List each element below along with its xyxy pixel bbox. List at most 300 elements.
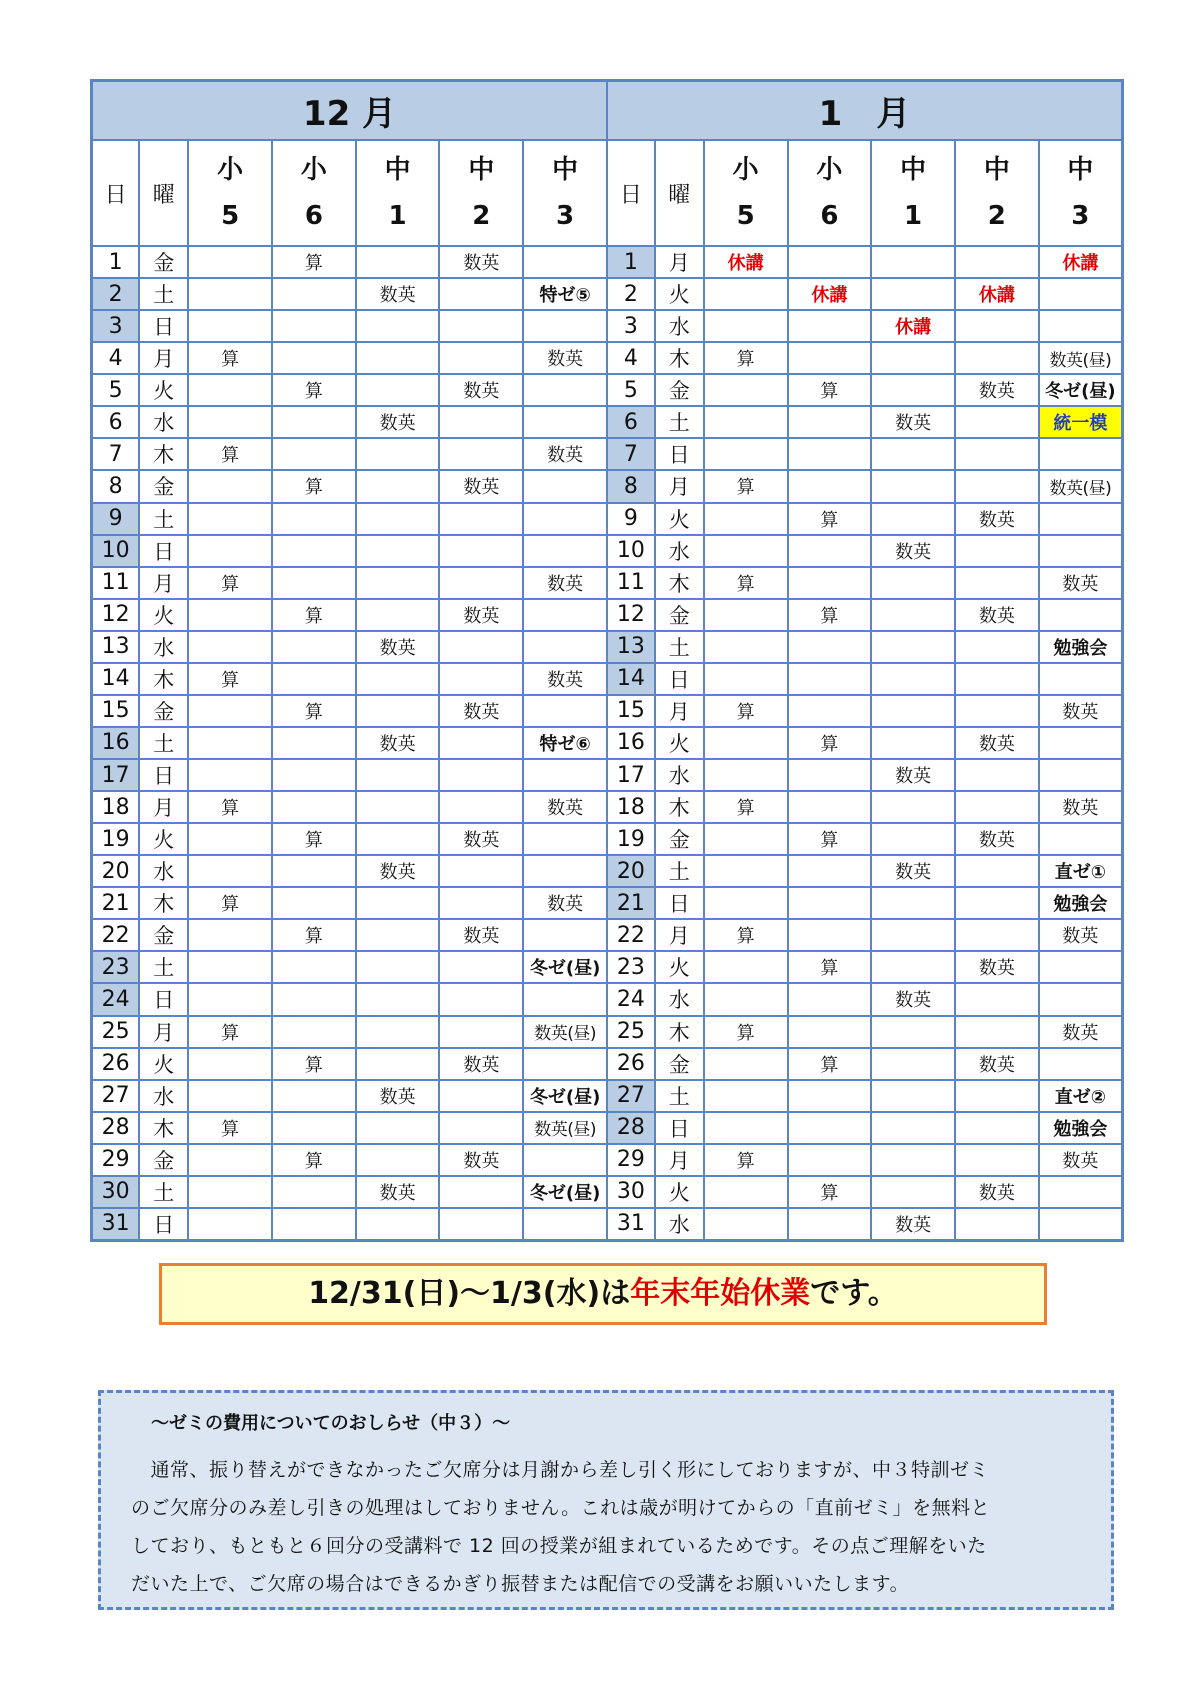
dec-lesson-cell <box>356 567 440 599</box>
jan-lesson-cell <box>871 438 955 470</box>
dec-lesson-cell <box>188 1048 272 1080</box>
jan-lesson-cell <box>955 1080 1039 1112</box>
dec-lesson-cell <box>356 1208 440 1241</box>
jan-lesson-cell <box>1039 278 1123 310</box>
jan-lesson-cell: 数英 <box>1039 1016 1123 1048</box>
col-header-day: 日 <box>92 140 140 246</box>
dec-lesson-cell <box>272 951 356 983</box>
jan-lesson-cell <box>955 983 1039 1015</box>
jan-weekday: 水 <box>655 759 704 791</box>
schedule-row <box>92 1176 1123 1208</box>
col-header-grade <box>188 140 272 246</box>
dec-lesson-cell: 数英 <box>439 246 523 278</box>
dec-weekday: 木 <box>139 887 188 919</box>
schedule-row <box>92 695 1123 727</box>
dec-weekday: 日 <box>139 535 188 567</box>
schedule-row <box>92 1112 1123 1144</box>
jan-weekday: 土 <box>655 406 704 438</box>
grade-school-label: 中 <box>384 155 411 185</box>
jan-lesson-cell <box>955 567 1039 599</box>
dec-lesson-cell <box>188 470 272 502</box>
jan-weekday: 水 <box>655 983 704 1015</box>
jan-lesson-cell: 数英 <box>871 1208 955 1241</box>
schedule-row <box>92 951 1123 983</box>
jan-lesson-cell <box>871 919 955 951</box>
dec-lesson-cell <box>356 951 440 983</box>
jan-lesson-cell <box>704 278 788 310</box>
schedule-row <box>92 535 1123 567</box>
jan-lesson-cell <box>955 246 1039 278</box>
dec-lesson-cell: 数英 <box>439 1144 523 1176</box>
schedule-row <box>92 1208 1123 1241</box>
jan-day-number: 16 <box>607 727 655 759</box>
jan-lesson-cell: 数英 <box>871 406 955 438</box>
dec-lesson-cell <box>272 663 356 695</box>
schedule-row <box>92 823 1123 855</box>
jan-lesson-cell <box>871 823 955 855</box>
dec-lesson-cell <box>439 535 523 567</box>
jan-weekday: 金 <box>655 823 704 855</box>
jan-lesson-cell <box>955 342 1039 374</box>
dec-lesson-cell <box>356 1016 440 1048</box>
dec-lesson-cell <box>188 759 272 791</box>
jan-lesson-cell <box>871 1176 955 1208</box>
dec-lesson-cell: 数英 <box>439 823 523 855</box>
jan-weekday: 土 <box>655 1080 704 1112</box>
jan-lesson-cell <box>788 1016 872 1048</box>
jan-lesson-cell <box>955 406 1039 438</box>
dec-weekday: 火 <box>139 599 188 631</box>
jan-lesson-cell: 数英 <box>871 855 955 887</box>
dec-lesson-cell: 数英(昼) <box>523 1016 607 1048</box>
jan-lesson-cell <box>788 535 872 567</box>
grade-number-label: 1 <box>904 201 923 231</box>
jan-weekday: 火 <box>655 951 704 983</box>
jan-weekday: 日 <box>655 887 704 919</box>
jan-lesson-cell <box>788 791 872 823</box>
dec-lesson-cell <box>188 951 272 983</box>
schedule-row <box>92 631 1123 663</box>
dec-lesson-cell <box>272 855 356 887</box>
jan-lesson-cell <box>788 1080 872 1112</box>
jan-lesson-cell: 算 <box>704 695 788 727</box>
jan-lesson-cell: 算 <box>704 919 788 951</box>
dec-weekday: 木 <box>139 438 188 470</box>
jan-lesson-cell <box>1039 759 1123 791</box>
dec-lesson-cell <box>439 727 523 759</box>
dec-lesson-cell <box>356 535 440 567</box>
dec-lesson-cell <box>523 470 607 502</box>
dec-lesson-cell: 算 <box>188 438 272 470</box>
dec-day-number: 23 <box>92 951 140 983</box>
jan-lesson-cell: 勉強会 <box>1039 631 1123 663</box>
jan-lesson-cell <box>704 1112 788 1144</box>
grade-number-label: 3 <box>1071 201 1090 231</box>
col-header-grade <box>955 140 1039 246</box>
dec-lesson-cell <box>439 1208 523 1241</box>
dec-lesson-cell <box>523 919 607 951</box>
jan-day-number: 25 <box>607 1016 655 1048</box>
jan-lesson-cell: 算 <box>788 727 872 759</box>
grade-school-label: 中 <box>1067 155 1094 185</box>
dec-lesson-cell <box>272 438 356 470</box>
dec-weekday: 月 <box>139 791 188 823</box>
grade-school-label: 中 <box>900 155 927 185</box>
jan-weekday: 日 <box>655 438 704 470</box>
jan-day-number: 11 <box>607 567 655 599</box>
jan-lesson-cell <box>704 983 788 1015</box>
dec-weekday: 日 <box>139 983 188 1015</box>
jan-lesson-cell <box>871 246 955 278</box>
jan-lesson-cell <box>788 342 872 374</box>
dec-lesson-cell <box>272 1080 356 1112</box>
jan-lesson-cell <box>871 503 955 535</box>
jan-weekday: 木 <box>655 791 704 823</box>
dec-lesson-cell: 数英 <box>356 855 440 887</box>
dec-lesson-cell <box>272 1016 356 1048</box>
jan-day-number: 23 <box>607 951 655 983</box>
dec-weekday: 日 <box>139 1208 188 1241</box>
jan-lesson-cell: 数英 <box>955 1048 1039 1080</box>
dec-weekday: 月 <box>139 342 188 374</box>
dec-lesson-cell <box>188 727 272 759</box>
dec-day-number: 5 <box>92 374 140 406</box>
dec-lesson-cell <box>272 406 356 438</box>
dec-day-number: 11 <box>92 567 140 599</box>
dec-lesson-cell <box>523 695 607 727</box>
schedule-row <box>92 310 1123 342</box>
jan-weekday: 日 <box>655 1112 704 1144</box>
dec-lesson-cell: 算 <box>188 663 272 695</box>
dec-weekday: 水 <box>139 855 188 887</box>
dec-lesson-cell <box>523 1144 607 1176</box>
dec-lesson-cell <box>439 310 523 342</box>
dec-lesson-cell: 算 <box>272 919 356 951</box>
dec-lesson-cell <box>356 438 440 470</box>
jan-lesson-cell <box>871 1112 955 1144</box>
dec-lesson-cell: 算 <box>272 246 356 278</box>
jan-lesson-cell <box>704 503 788 535</box>
info-line: だいた上で、ご欠席の場合はできるかぎり振替または配信での受講をお願いいたします。 <box>131 1573 910 1595</box>
dec-lesson-cell <box>439 759 523 791</box>
dec-lesson-cell: 数英 <box>523 567 607 599</box>
dec-lesson-cell <box>523 246 607 278</box>
dec-weekday: 金 <box>139 470 188 502</box>
jan-lesson-cell: 直ゼ① <box>1039 855 1123 887</box>
schedule-row <box>92 374 1123 406</box>
jan-lesson-cell <box>1039 438 1123 470</box>
jan-lesson-cell <box>955 1016 1039 1048</box>
jan-lesson-cell <box>788 406 872 438</box>
holiday-notice-highlight: 年末年始休業 <box>630 1276 811 1311</box>
dec-lesson-cell: 数英 <box>439 470 523 502</box>
jan-lesson-cell: 数英 <box>1039 1144 1123 1176</box>
dec-lesson-cell: 算 <box>272 470 356 502</box>
jan-lesson-cell: 数英 <box>955 374 1039 406</box>
jan-lesson-cell <box>1039 1208 1123 1241</box>
jan-day-number: 28 <box>607 1112 655 1144</box>
jan-lesson-cell: 統一模 <box>1039 406 1123 438</box>
jan-lesson-cell <box>871 278 955 310</box>
grade-number-label: 2 <box>987 201 1006 231</box>
dec-lesson-cell <box>188 535 272 567</box>
dec-lesson-cell <box>356 695 440 727</box>
col-header-grade <box>871 140 955 246</box>
jan-lesson-cell <box>955 535 1039 567</box>
dec-lesson-cell <box>188 1080 272 1112</box>
jan-lesson-cell <box>955 1112 1039 1144</box>
dec-lesson-cell <box>523 599 607 631</box>
jan-lesson-cell <box>1039 823 1123 855</box>
dec-lesson-cell <box>356 470 440 502</box>
dec-lesson-cell <box>188 310 272 342</box>
jan-lesson-cell <box>704 535 788 567</box>
jan-lesson-cell <box>871 631 955 663</box>
jan-weekday: 火 <box>655 503 704 535</box>
jan-lesson-cell <box>704 663 788 695</box>
schedule-row <box>92 1080 1123 1112</box>
jan-day-number: 19 <box>607 823 655 855</box>
dec-lesson-cell <box>356 503 440 535</box>
jan-lesson-cell: 数英 <box>1039 567 1123 599</box>
dec-lesson-cell <box>356 887 440 919</box>
dec-lesson-cell <box>272 887 356 919</box>
schedule-row <box>92 1048 1123 1080</box>
jan-day-number: 2 <box>607 278 655 310</box>
schedule-row <box>92 438 1123 470</box>
info-line: 通常、振り替えができなかったご欠席分は月謝から差し引く形にしておりますが、中３特訓ゼミ <box>131 1459 990 1481</box>
grade-number-label: 5 <box>736 201 755 231</box>
grade-school-label: 中 <box>983 155 1010 185</box>
dec-lesson-cell <box>188 599 272 631</box>
jan-weekday: 土 <box>655 855 704 887</box>
dec-lesson-cell: 数英 <box>356 631 440 663</box>
jan-lesson-cell: 算 <box>788 503 872 535</box>
dec-lesson-cell: 数英 <box>439 919 523 951</box>
dec-lesson-cell <box>439 887 523 919</box>
jan-lesson-cell: 数英 <box>871 983 955 1015</box>
schedule-body <box>92 246 1123 1241</box>
dec-lesson-cell <box>356 1112 440 1144</box>
info-body <box>131 1451 1091 1603</box>
dec-lesson-cell <box>272 727 356 759</box>
jan-lesson-cell <box>955 759 1039 791</box>
dec-lesson-cell <box>356 342 440 374</box>
col-header-grade <box>356 140 440 246</box>
dec-day-number: 13 <box>92 631 140 663</box>
dec-lesson-cell <box>188 919 272 951</box>
info-line: のご欠席分のみ差し引きの処理はしておりません。これは歳が明けてからの「直前ゼミ」を無料と <box>131 1497 991 1519</box>
dec-weekday: 金 <box>139 919 188 951</box>
dec-lesson-cell: 数英 <box>356 406 440 438</box>
jan-day-number: 4 <box>607 342 655 374</box>
dec-lesson-cell: 数英 <box>523 663 607 695</box>
schedule-row <box>92 791 1123 823</box>
jan-weekday: 木 <box>655 1016 704 1048</box>
schedule-row <box>92 663 1123 695</box>
dec-lesson-cell: 算 <box>272 1144 356 1176</box>
jan-lesson-cell <box>955 631 1039 663</box>
grade-school-label: 中 <box>468 155 495 185</box>
dec-lesson-cell: 算 <box>272 823 356 855</box>
dec-weekday: 日 <box>139 759 188 791</box>
schedule-row <box>92 503 1123 535</box>
dec-lesson-cell <box>523 374 607 406</box>
dec-weekday: 土 <box>139 1176 188 1208</box>
jan-day-number: 5 <box>607 374 655 406</box>
col-header-grade <box>788 140 872 246</box>
jan-weekday: 金 <box>655 1048 704 1080</box>
dec-lesson-cell <box>523 1208 607 1241</box>
dec-day-number: 10 <box>92 535 140 567</box>
jan-lesson-cell: 数英 <box>871 759 955 791</box>
dec-weekday: 土 <box>139 727 188 759</box>
dec-lesson-cell: 算 <box>272 1048 356 1080</box>
dec-lesson-cell <box>356 759 440 791</box>
dec-lesson-cell <box>188 983 272 1015</box>
dec-weekday: 水 <box>139 631 188 663</box>
jan-lesson-cell <box>704 406 788 438</box>
grade-number-label: 3 <box>556 201 575 231</box>
jan-day-number: 29 <box>607 1144 655 1176</box>
dec-day-number: 12 <box>92 599 140 631</box>
col-header-weekday: 曜 <box>139 140 188 246</box>
jan-lesson-cell <box>704 438 788 470</box>
dec-weekday: 水 <box>139 1080 188 1112</box>
dec-lesson-cell <box>188 406 272 438</box>
jan-day-number: 6 <box>607 406 655 438</box>
jan-lesson-cell <box>788 310 872 342</box>
jan-lesson-cell <box>704 759 788 791</box>
dec-weekday: 木 <box>139 1112 188 1144</box>
grade-school-label: 小 <box>300 155 327 185</box>
jan-lesson-cell: 直ゼ② <box>1039 1080 1123 1112</box>
jan-lesson-cell <box>788 919 872 951</box>
jan-weekday: 月 <box>655 246 704 278</box>
grade-school-label: 小 <box>732 155 759 185</box>
dec-lesson-cell <box>188 1176 272 1208</box>
dec-lesson-cell <box>439 1016 523 1048</box>
schedule-row <box>92 887 1123 919</box>
dec-lesson-cell <box>188 1144 272 1176</box>
jan-weekday: 水 <box>655 310 704 342</box>
jan-lesson-cell <box>788 567 872 599</box>
jan-lesson-cell <box>788 759 872 791</box>
jan-lesson-cell: 数英 <box>955 503 1039 535</box>
info-line: しており、もともと６回分の受講料で 12 回の授業が組まれているためです。その点ご理解をいた <box>131 1535 987 1557</box>
jan-lesson-cell <box>871 951 955 983</box>
jan-lesson-cell <box>788 470 872 502</box>
schedule-row <box>92 470 1123 502</box>
dec-day-number: 31 <box>92 1208 140 1241</box>
jan-lesson-cell: 数英(昼) <box>1039 342 1123 374</box>
jan-lesson-cell: 勉強会 <box>1039 887 1123 919</box>
jan-lesson-cell <box>871 342 955 374</box>
dec-day-number: 29 <box>92 1144 140 1176</box>
jan-weekday: 火 <box>655 1176 704 1208</box>
jan-lesson-cell <box>955 1208 1039 1241</box>
col-header-grade <box>523 140 607 246</box>
grade-number-label: 6 <box>304 201 323 231</box>
jan-lesson-cell <box>871 727 955 759</box>
dec-lesson-cell: 数英 <box>439 695 523 727</box>
dec-lesson-cell <box>439 1176 523 1208</box>
jan-day-number: 3 <box>607 310 655 342</box>
dec-lesson-cell <box>439 1080 523 1112</box>
dec-day-number: 2 <box>92 278 140 310</box>
dec-lesson-cell <box>523 631 607 663</box>
schedule-row <box>92 278 1123 310</box>
dec-lesson-cell <box>523 759 607 791</box>
jan-weekday: 木 <box>655 342 704 374</box>
jan-lesson-cell: 休講 <box>871 310 955 342</box>
jan-lesson-cell <box>704 887 788 919</box>
jan-lesson-cell <box>788 887 872 919</box>
jan-lesson-cell: 算 <box>788 823 872 855</box>
jan-lesson-cell: 算 <box>704 567 788 599</box>
jan-lesson-cell: 算 <box>704 1016 788 1048</box>
dec-lesson-cell <box>356 1144 440 1176</box>
jan-lesson-cell <box>788 855 872 887</box>
dec-lesson-cell <box>439 1112 523 1144</box>
dec-lesson-cell: 冬ゼ(昼) <box>523 1176 607 1208</box>
jan-weekday: 月 <box>655 1144 704 1176</box>
jan-lesson-cell <box>704 599 788 631</box>
grade-school-label: 小 <box>816 155 843 185</box>
holiday-notice-end: です。 <box>810 1276 898 1311</box>
dec-lesson-cell: 数英 <box>439 1048 523 1080</box>
jan-lesson-cell: 数英 <box>955 599 1039 631</box>
dec-lesson-cell: 算 <box>188 1112 272 1144</box>
jan-lesson-cell <box>704 727 788 759</box>
dec-lesson-cell <box>439 631 523 663</box>
jan-weekday: 金 <box>655 599 704 631</box>
dec-day-number: 14 <box>92 663 140 695</box>
jan-lesson-cell <box>788 1208 872 1241</box>
jan-lesson-cell <box>704 1208 788 1241</box>
dec-lesson-cell <box>439 278 523 310</box>
jan-lesson-cell <box>1039 1176 1123 1208</box>
jan-lesson-cell <box>955 855 1039 887</box>
dec-day-number: 4 <box>92 342 140 374</box>
jan-lesson-cell <box>1039 1048 1123 1080</box>
dec-day-number: 19 <box>92 823 140 855</box>
jan-day-number: 9 <box>607 503 655 535</box>
dec-weekday: 土 <box>139 951 188 983</box>
dec-lesson-cell <box>272 310 356 342</box>
jan-lesson-cell <box>871 663 955 695</box>
schedule-row <box>92 567 1123 599</box>
dec-lesson-cell <box>439 951 523 983</box>
dec-day-number: 18 <box>92 791 140 823</box>
jan-lesson-cell <box>871 1048 955 1080</box>
dec-day-number: 25 <box>92 1016 140 1048</box>
jan-lesson-cell: 算 <box>704 791 788 823</box>
dec-lesson-cell <box>523 406 607 438</box>
jan-lesson-cell <box>1039 599 1123 631</box>
dec-lesson-cell <box>272 791 356 823</box>
dec-lesson-cell <box>356 310 440 342</box>
jan-lesson-cell <box>955 1144 1039 1176</box>
jan-weekday: 火 <box>655 727 704 759</box>
dec-weekday: 月 <box>139 1016 188 1048</box>
jan-lesson-cell <box>955 438 1039 470</box>
col-header-grade <box>1039 140 1123 246</box>
jan-day-number: 7 <box>607 438 655 470</box>
jan-lesson-cell <box>788 246 872 278</box>
jan-day-number: 15 <box>607 695 655 727</box>
jan-lesson-cell: 算 <box>788 374 872 406</box>
